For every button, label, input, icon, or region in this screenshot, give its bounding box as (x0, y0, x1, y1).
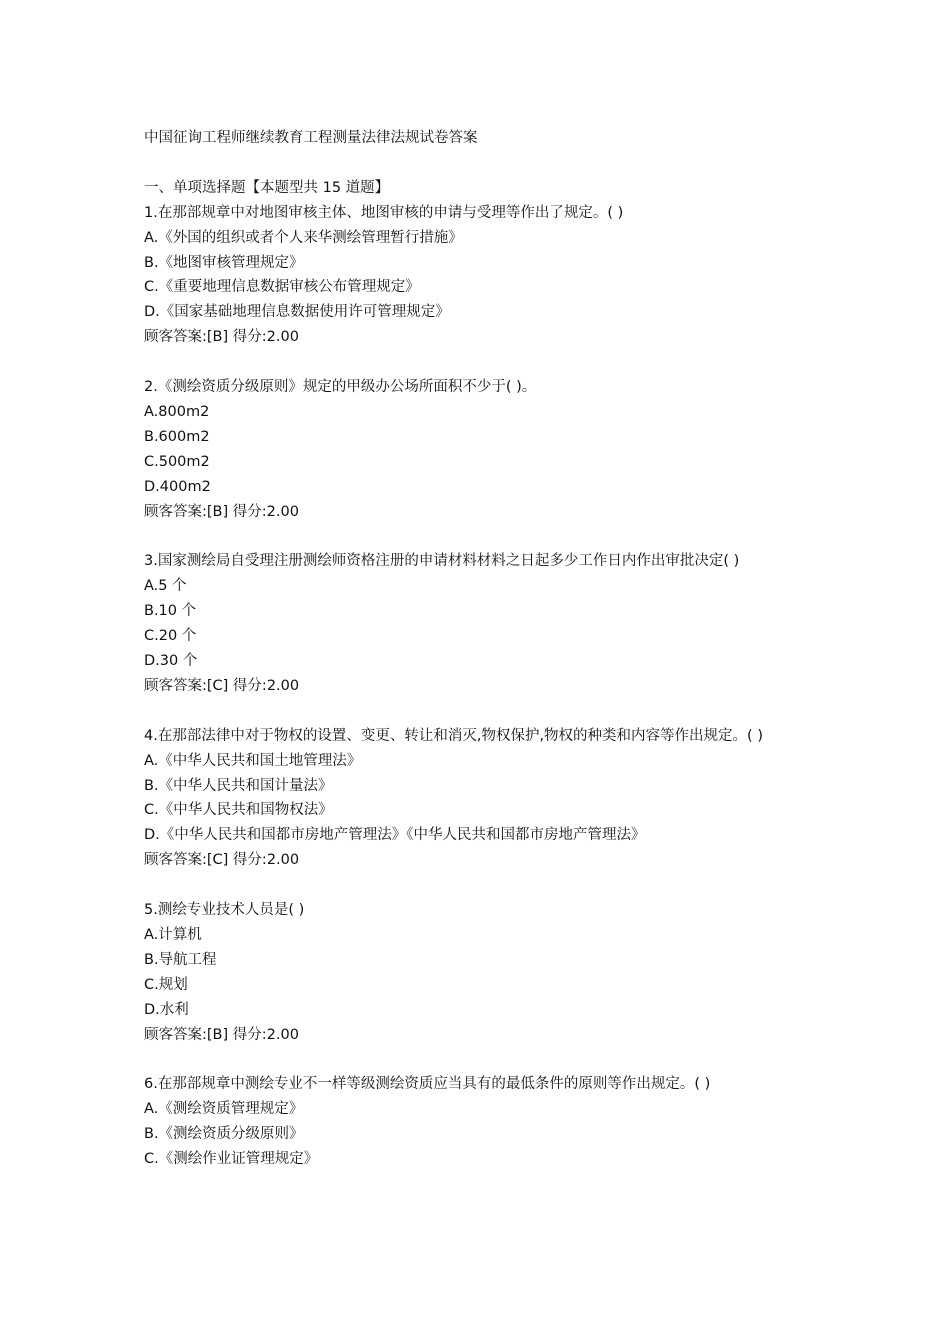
option-b: B.10 个 (144, 603, 197, 620)
question-stem: 6.在那部规章中测绘专业不一样等级测绘资质应当具有的最低条件的原则等作出规定。( ) (144, 1076, 711, 1093)
option-b: B.《中华人民共和国计量法》 (144, 777, 333, 794)
question-block (144, 201, 814, 350)
question-stem: 2.《测绘资质分级原则》规定的甲级办公场所面积不少于( )。 (144, 379, 537, 396)
option-a: A.《外国的组织或者个人来华测绘管理暂行措施》 (144, 229, 463, 246)
option-c: C.《重要地理信息数据审核公布管理规定》 (144, 279, 420, 296)
answer-line: 顾客答案:[C] 得分:2.00 (144, 852, 300, 869)
question-block (144, 724, 814, 873)
option-d: D.《中华人民共和国都市房地产管理法》《中华人民共和国都市房地产管理法》 (144, 827, 646, 844)
option-b: B.导航工程 (144, 951, 217, 968)
answer-line: 顾客答案:[B] 得分:2.00 (144, 503, 299, 520)
option-a: A.5 个 (144, 578, 187, 595)
document-body (144, 126, 814, 1172)
option-c: C.《测绘作业证管理规定》 (144, 1151, 319, 1168)
option-c: C.500m2 (144, 453, 210, 470)
answer-line: 顾客答案:[C] 得分:2.00 (144, 677, 300, 694)
question-stem: 1.在那部规章中对地图审核主体、地图审核的申请与受理等作出了规定。( ) (144, 204, 624, 221)
option-d: D.400m2 (144, 478, 211, 495)
question-block (144, 375, 814, 524)
option-b: B.《测绘资质分级原则》 (144, 1126, 304, 1143)
option-c: C.《中华人民共和国物权法》 (144, 802, 333, 819)
option-a: A.《测绘资质管理规定》 (144, 1101, 304, 1118)
option-a: A.《中华人民共和国土地管理法》 (144, 752, 362, 769)
option-b: B.600m2 (144, 428, 210, 445)
question-stem: 5.测绘专业技术人员是( ) (144, 902, 305, 919)
question-block (144, 549, 814, 698)
answer-line: 顾客答案:[B] 得分:2.00 (144, 1026, 299, 1043)
option-c: C.规划 (144, 976, 188, 993)
option-a: A.800m2 (144, 403, 210, 420)
option-d: D.《国家基础地理信息数据使用许可管理规定》 (144, 304, 450, 321)
question-block (144, 1072, 814, 1172)
question-stem: 4.在那部法律中对于物权的设置、变更、转让和消灭,物权保护,物权的种类和内容等作出规定。( ) (144, 727, 763, 744)
option-c: C.20 个 (144, 628, 197, 645)
answer-line: 顾客答案:[B] 得分:2.00 (144, 329, 299, 346)
option-b: B.《地图审核管理规定》 (144, 254, 304, 271)
option-d: D.30 个 (144, 652, 198, 669)
question-block (144, 898, 814, 1047)
section-heading: 一、单项选择题【本题型共 15 道题】 (144, 179, 390, 196)
option-a: A.计算机 (144, 926, 202, 943)
document-title: 中国征询工程师继续教育工程测量法律法规试卷答案 (144, 130, 478, 146)
option-d: D.水利 (144, 1001, 189, 1018)
question-stem: 3.国家测绘局自受理注册测绘师资格注册的申请材料材料之日起多少工作日内作出审批决定( ) (144, 553, 740, 570)
